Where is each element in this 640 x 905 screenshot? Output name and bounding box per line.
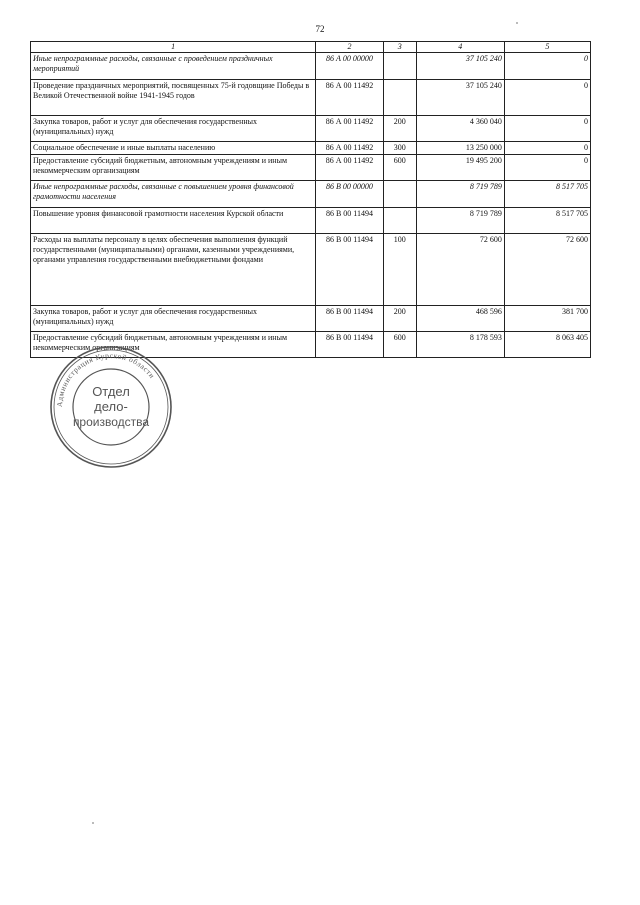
row-value-1-cell: 8 719 789 <box>416 181 504 208</box>
header-col-3: 3 <box>383 42 416 53</box>
table-row <box>31 80 591 116</box>
row-name-cell: Проведение праздничных мероприятий, посвященных 75-й годовщине Победы в Великой Отечественной войне 1941-1945 годов <box>31 80 316 116</box>
table-row <box>31 155 591 181</box>
row-code-cell: 86 А 00 11492 <box>316 155 384 181</box>
header-row <box>31 42 591 53</box>
row-name-cell: Повышение уровня финансовой грамотности населения Курской области <box>31 208 316 234</box>
row-value-1-cell: 8 178 593 <box>416 332 504 358</box>
row-value-1-cell: 468 596 <box>416 306 504 332</box>
row-name-cell: Иные непрограммные расходы, связанные с проведением праздничных мероприятий <box>31 53 316 80</box>
row-name-cell: Закупка товаров, работ и услуг для обеспечения государственных (муниципальных) нужд <box>31 116 316 142</box>
row-type-cell <box>383 80 416 116</box>
row-value-2-cell: 72 600 <box>504 234 590 306</box>
row-value-1-cell: 72 600 <box>416 234 504 306</box>
row-value-1-cell: 19 495 200 <box>416 155 504 181</box>
row-value-1-cell: 8 719 789 <box>416 208 504 234</box>
table-row <box>31 53 591 80</box>
row-value-2-cell: 0 <box>504 53 590 80</box>
row-name-cell: Предоставление субсидий бюджетным, автономным учреждениям и иным некоммерческим организациям <box>31 332 316 358</box>
row-name-cell: Закупка товаров, работ и услуг для обеспечения государственных (муниципальных) нужд <box>31 306 316 332</box>
row-type-cell <box>383 53 416 80</box>
row-code-cell: 86 В 00 11494 <box>316 234 384 306</box>
row-value-1-cell: 4 360 040 <box>416 116 504 142</box>
row-code-cell: 86 А 00 11492 <box>316 80 384 116</box>
stamp-ring-text: Администрация Курской области <box>54 350 157 408</box>
row-code-cell: 86 А 00 11492 <box>316 142 384 155</box>
row-code-cell: 86 А 00 00000 <box>316 53 384 80</box>
table-row <box>31 306 591 332</box>
table-row <box>31 116 591 142</box>
row-code-cell: 86 А 00 11492 <box>316 116 384 142</box>
stamp-center-line-3: производства <box>72 415 150 429</box>
row-value-2-cell: 0 <box>504 155 590 181</box>
row-value-2-cell: 8 517 705 <box>504 181 590 208</box>
table-body <box>31 53 591 358</box>
row-value-2-cell: 8 517 705 <box>504 208 590 234</box>
scan-speck <box>92 822 94 824</box>
official-stamp <box>48 344 174 470</box>
header-col-2: 2 <box>316 42 384 53</box>
row-type-cell <box>383 181 416 208</box>
budget-table <box>30 41 591 358</box>
row-value-2-cell: 0 <box>504 80 590 116</box>
row-value-2-cell: 0 <box>504 116 590 142</box>
table-row <box>31 208 591 234</box>
row-code-cell: 86 В 00 11494 <box>316 306 384 332</box>
stamp-center-line-1: Отдел <box>92 384 130 399</box>
table-row <box>31 234 591 306</box>
row-type-cell <box>383 208 416 234</box>
row-code-cell: 86 В 00 11494 <box>316 208 384 234</box>
row-value-1-cell: 37 105 240 <box>416 80 504 116</box>
row-type-cell: 200 <box>383 116 416 142</box>
header-col-1: 1 <box>31 42 316 53</box>
page-number: 72 <box>315 24 325 34</box>
row-type-cell: 200 <box>383 306 416 332</box>
table-row <box>31 142 591 155</box>
row-type-cell: 100 <box>383 234 416 306</box>
row-value-2-cell: 381 700 <box>504 306 590 332</box>
row-value-1-cell: 13 250 000 <box>416 142 504 155</box>
row-type-cell: 600 <box>383 332 416 358</box>
row-name-cell: Социальное обеспечение и иные выплаты населению <box>31 142 316 155</box>
table-row <box>31 181 591 208</box>
row-type-cell: 600 <box>383 155 416 181</box>
row-code-cell: 86 В 00 11494 <box>316 332 384 358</box>
row-name-cell: Иные непрограммные расходы, связанные с повышением уровня финансовой грамотности населения <box>31 181 316 208</box>
row-value-1-cell: 37 105 240 <box>416 53 504 80</box>
row-name-cell: Предоставление субсидий бюджетным, автономным учреждениям и иным некоммерческим организациям <box>31 155 316 181</box>
header-col-5: 5 <box>504 42 590 53</box>
row-type-cell: 300 <box>383 142 416 155</box>
stamp-center-line-2: дело- <box>94 399 128 414</box>
header-col-4: 4 <box>416 42 504 53</box>
row-value-2-cell: 0 <box>504 142 590 155</box>
row-name-cell: Расходы на выплаты персоналу в целях обеспечения выполнения функций государственными (муниципальными) органами, казенными учреждениями, органами управления государственными внебюджетными фондами <box>31 234 316 306</box>
scan-speck <box>516 22 518 24</box>
row-value-2-cell: 8 063 405 <box>504 332 590 358</box>
row-code-cell: 86 В 00 00000 <box>316 181 384 208</box>
